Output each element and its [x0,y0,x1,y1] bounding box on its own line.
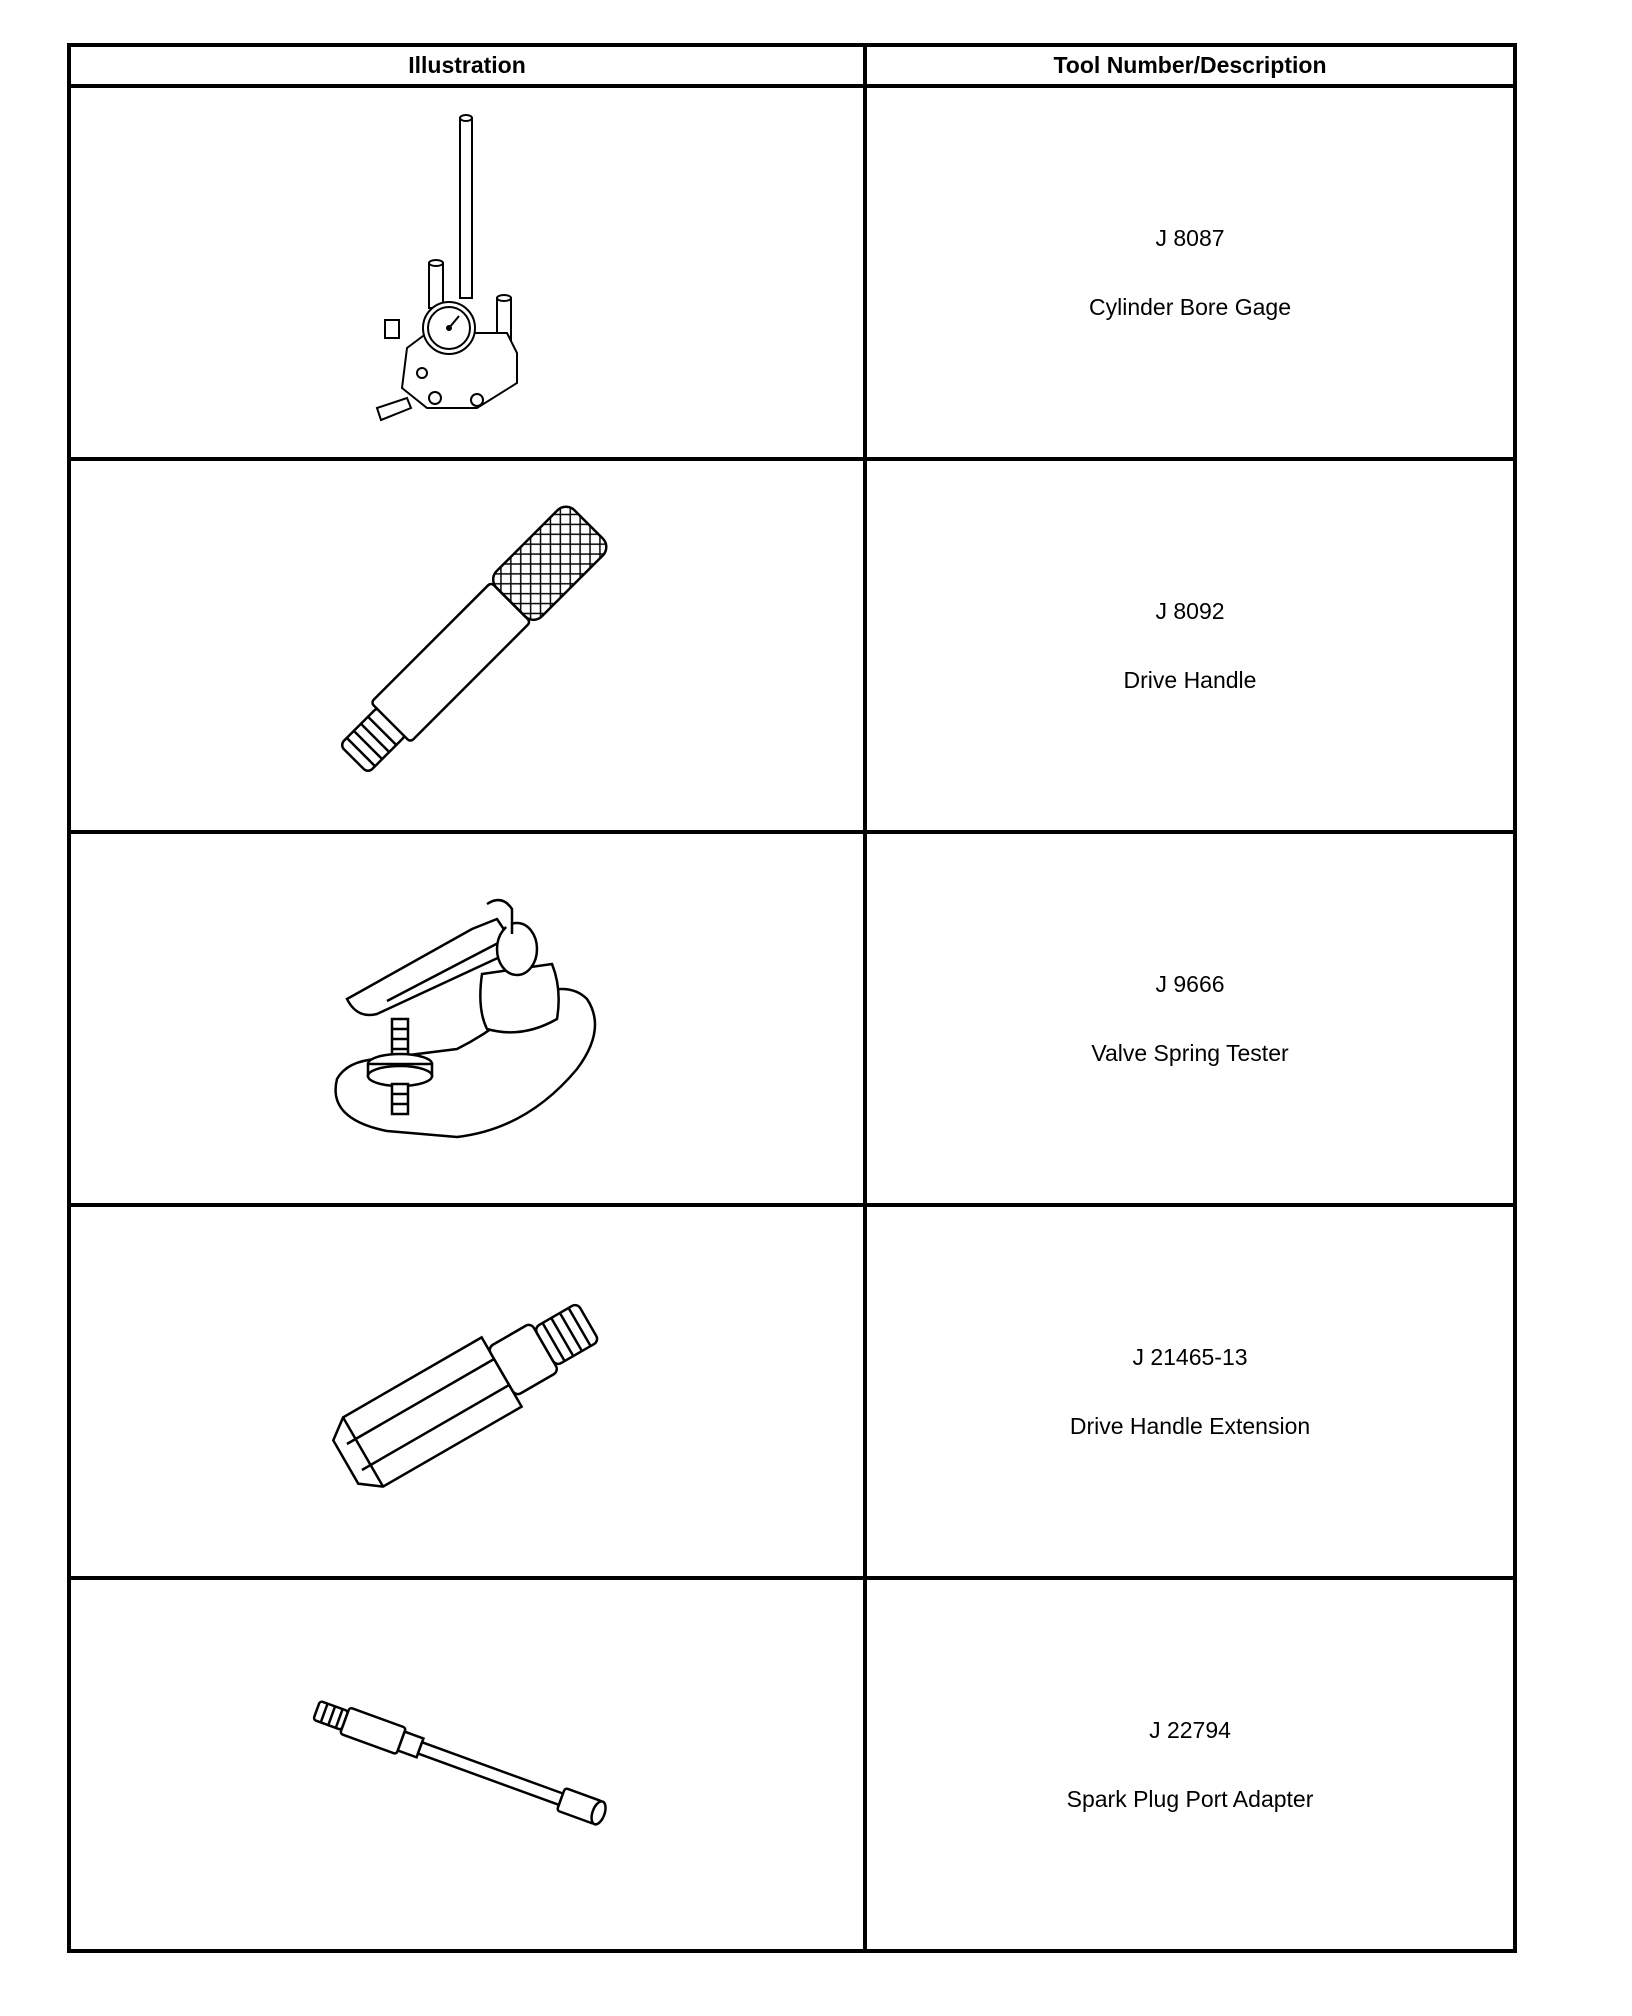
drive-handle-icon [297,486,637,806]
cylinder-bore-gage-icon [367,108,567,438]
drive-handle-extension-icon [307,1272,627,1512]
tool-number: J 8092 [1155,597,1225,624]
header-tool-number-description: Tool Number/Description [865,45,1515,86]
description-cell [865,459,1515,832]
table-row [69,1578,1515,1951]
spark-plug-port-adapter-icon [297,1685,637,1845]
header-row [69,45,1515,86]
description-cell [865,1205,1515,1578]
tool-number: J 22794 [1149,1716,1231,1743]
tool-description: Valve Spring Tester [1091,1039,1289,1066]
illustration-cell [69,1205,865,1578]
illustration-cell [69,459,865,832]
tool-number: J 21465-13 [1132,1343,1248,1370]
tool-description: Drive Handle Extension [1069,1412,1311,1439]
tool-number: J 8087 [1155,224,1225,251]
valve-spring-tester-icon [317,879,617,1159]
description-cell [865,832,1515,1205]
tool-description: Spark Plug Port Adapter [1066,1785,1314,1812]
tool-description: Cylinder Bore Gage [1089,293,1291,320]
tool-table [67,43,1517,1953]
table-row [69,832,1515,1205]
table-row [69,459,1515,832]
description-cell [865,86,1515,459]
table-row [69,86,1515,459]
header-illustration: Illustration [69,45,865,86]
illustration-cell [69,1578,865,1951]
tool-number: J 9666 [1155,970,1225,997]
illustration-cell [69,832,865,1205]
table-row [69,1205,1515,1578]
description-cell [865,1578,1515,1951]
tool-description: Drive Handle [1123,666,1257,693]
illustration-cell [69,86,865,459]
